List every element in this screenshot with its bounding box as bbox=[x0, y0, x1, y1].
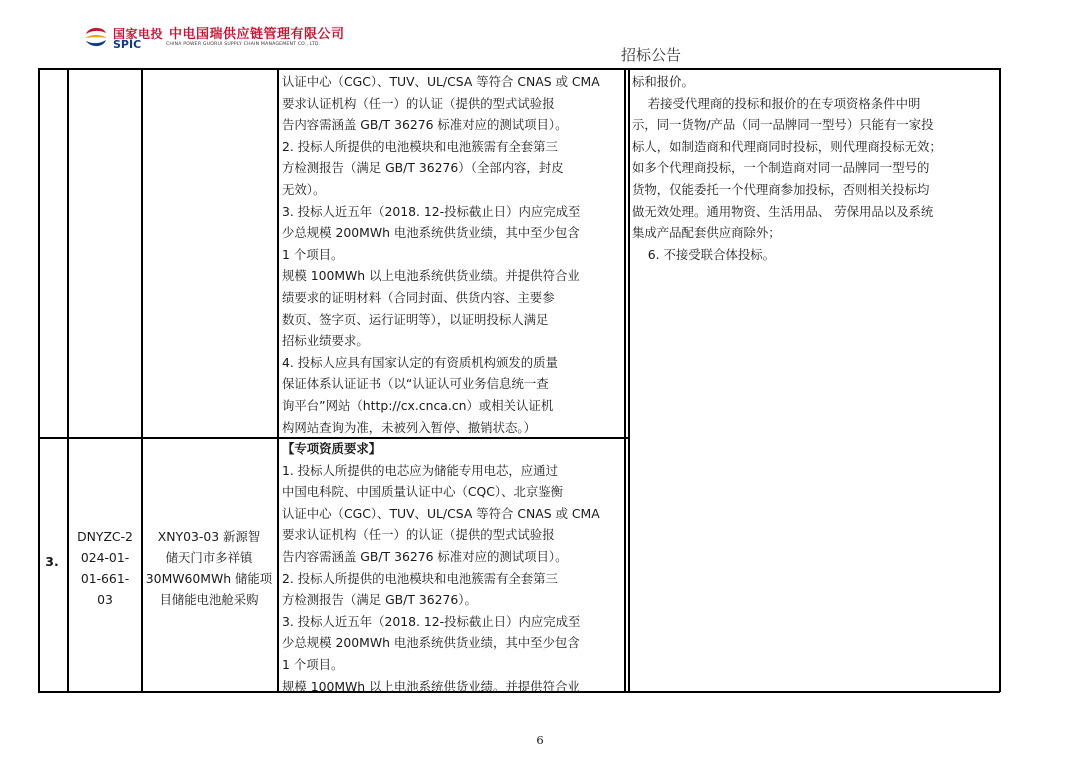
note-line: 标和报价。 bbox=[632, 74, 694, 89]
requirement-line: 1 个项目。 bbox=[282, 246, 344, 262]
requirement-line: 告内容需涵盖 GB/T 36276 标准对应的测试项目）。 bbox=[282, 117, 568, 133]
project-code-line: 03 bbox=[97, 592, 113, 607]
requirement-line: 保证体系认证证书（以“认证认可业务信息统一查 bbox=[282, 376, 549, 392]
logo-group-name: 国家电投 bbox=[113, 27, 164, 41]
requirement-line: 要求认证机构（任一）的认证（提供的型式试验报 bbox=[282, 527, 555, 543]
requirement-line: 3. 投标人近五年（2018. 12-投标截止日）内应完成至 bbox=[282, 613, 581, 629]
requirement-line: 2. 投标人所提供的电池模块和电池簇需有全套第三 bbox=[282, 570, 558, 586]
note-line: 货物，仅能委托一个代理商参加投标，否则相关投标均 bbox=[632, 181, 930, 197]
logo-chinese-text bbox=[113, 23, 345, 42]
column-divider-5 bbox=[628, 68, 630, 692]
project-name-line: 储天门市多祥镇 bbox=[165, 550, 253, 565]
section-heading: 【专项资质要求】 bbox=[282, 441, 382, 456]
table-top-rule bbox=[38, 68, 1000, 70]
page-number: 6 bbox=[536, 733, 544, 747]
column-divider-3 bbox=[277, 68, 279, 692]
project-code-line: DNYZC-2 bbox=[77, 529, 133, 544]
requirement-line: 认证中心（CGC）、TUV、UL/CSA 等符合 CNAS 或 CMA bbox=[282, 74, 600, 89]
note-line: 如多个代理商投标，一个制造商对同一品牌同一型号的 bbox=[632, 160, 930, 176]
right-column-cell bbox=[632, 71, 942, 265]
requirement-line: 数页、签字页、运行证明等），以证明投标人满足 bbox=[282, 311, 549, 327]
logo-brand-en: SPIC bbox=[113, 38, 142, 51]
requirement-line: 规模 100MWh 以上电池系统供货业绩。并提供符合业 bbox=[282, 268, 580, 284]
spic-logo-icon bbox=[83, 24, 109, 50]
company-logo bbox=[83, 24, 383, 52]
requirement-line: 1. 投标人所提供的电芯应为储能专用电芯，应通过 bbox=[282, 462, 558, 478]
column-divider-4 bbox=[624, 68, 626, 692]
logo-company-name: 中电国瑞供应链管理有限公司 bbox=[169, 27, 345, 42]
table-left-rule bbox=[38, 68, 40, 692]
requirement-line: 绩要求的证明材料（合同封面、供货内容、主要参 bbox=[282, 289, 555, 305]
requirement-line: 中国电科院、中国质量认证中心（CQC）、北京鉴衡 bbox=[282, 484, 564, 500]
note-line: 示，同一货物/产品（同一品牌同一型号）只能有一家投 bbox=[632, 117, 934, 133]
requirement-line: 告内容需涵盖 GB/T 36276 标准对应的测试项目）。 bbox=[282, 548, 568, 564]
note-line: 集成产品配套供应商除外； bbox=[632, 225, 781, 241]
note-line: 标人，如制造商和代理商同时投标，则代理商投标无效； bbox=[632, 138, 942, 154]
requirement-line: 询平台”网站（http://cx.cnca.cn）或相关认证机 bbox=[282, 397, 554, 413]
project-name-cell bbox=[142, 526, 276, 610]
requirement-line: 4. 投标人应具有国家认定的有资质机构颁发的质量 bbox=[282, 354, 558, 370]
project-code-line: 01-661- bbox=[80, 571, 130, 586]
project-code-cell bbox=[70, 526, 140, 610]
requirement-line: 构网站查询为准，未被列入暂停、撤销状态。） bbox=[282, 419, 537, 435]
requirement-line: 1 个项目。 bbox=[282, 656, 344, 672]
row-number: 3. bbox=[45, 554, 59, 569]
row2-requirements-cell bbox=[282, 438, 600, 697]
requirement-line: 3. 投标人近五年（2018. 12-投标截止日）内应完成至 bbox=[282, 203, 581, 219]
project-name-line: 30MW60MWh 储能项 bbox=[145, 571, 273, 586]
requirement-line: 少总规模 200MWh 电池系统供货业绩，其中至少包含 bbox=[282, 225, 580, 241]
requirement-line: 规模 100MWh 以上电池系统供货业绩。并提供符合业 bbox=[282, 678, 580, 694]
requirement-line: 无效）。 bbox=[282, 181, 326, 197]
requirement-line: 招标业绩要求。 bbox=[282, 333, 369, 349]
column-divider-1 bbox=[67, 68, 69, 692]
requirement-line: 2. 投标人所提供的电池模块和电池簇需有全套第三 bbox=[282, 138, 558, 154]
note-line: 做无效处理。通用物资、生活用品、 劳保用品以及系统 bbox=[632, 203, 934, 219]
note-line: 若接受代理商的投标和报价的在专项资格条件中明 bbox=[632, 95, 921, 111]
requirement-line: 方检测报告（满足 GB/T 36276）（全部内容，封皮 bbox=[282, 160, 564, 176]
requirement-line: 方检测报告（满足 GB/T 36276）。 bbox=[282, 592, 477, 608]
project-name-line: 目储能电池舱采购 bbox=[159, 592, 259, 607]
requirement-line: 少总规模 200MWh 电池系统供货业绩，其中至少包含 bbox=[282, 635, 580, 651]
requirement-line: 要求认证机构（任一）的认证（提供的型式试验报 bbox=[282, 95, 555, 111]
requirement-line: 认证中心（CGC）、TUV、UL/CSA 等符合 CNAS 或 CMA bbox=[282, 505, 600, 521]
table-right-rule bbox=[999, 68, 1001, 692]
document-title: 招标公告 bbox=[621, 46, 682, 64]
note-line: 6. 不接受联合体投标。 bbox=[632, 246, 776, 262]
project-code-line: 024-01- bbox=[80, 550, 130, 565]
logo-company-en: CHINA POWER GUORUI SUPPLY CHAIN MANAGEMENT CO., LTD. bbox=[166, 42, 321, 47]
row1-requirements-cell bbox=[282, 71, 600, 438]
project-name-line: XNY03-03 新源智 bbox=[157, 529, 261, 544]
bid-table bbox=[38, 68, 1000, 692]
